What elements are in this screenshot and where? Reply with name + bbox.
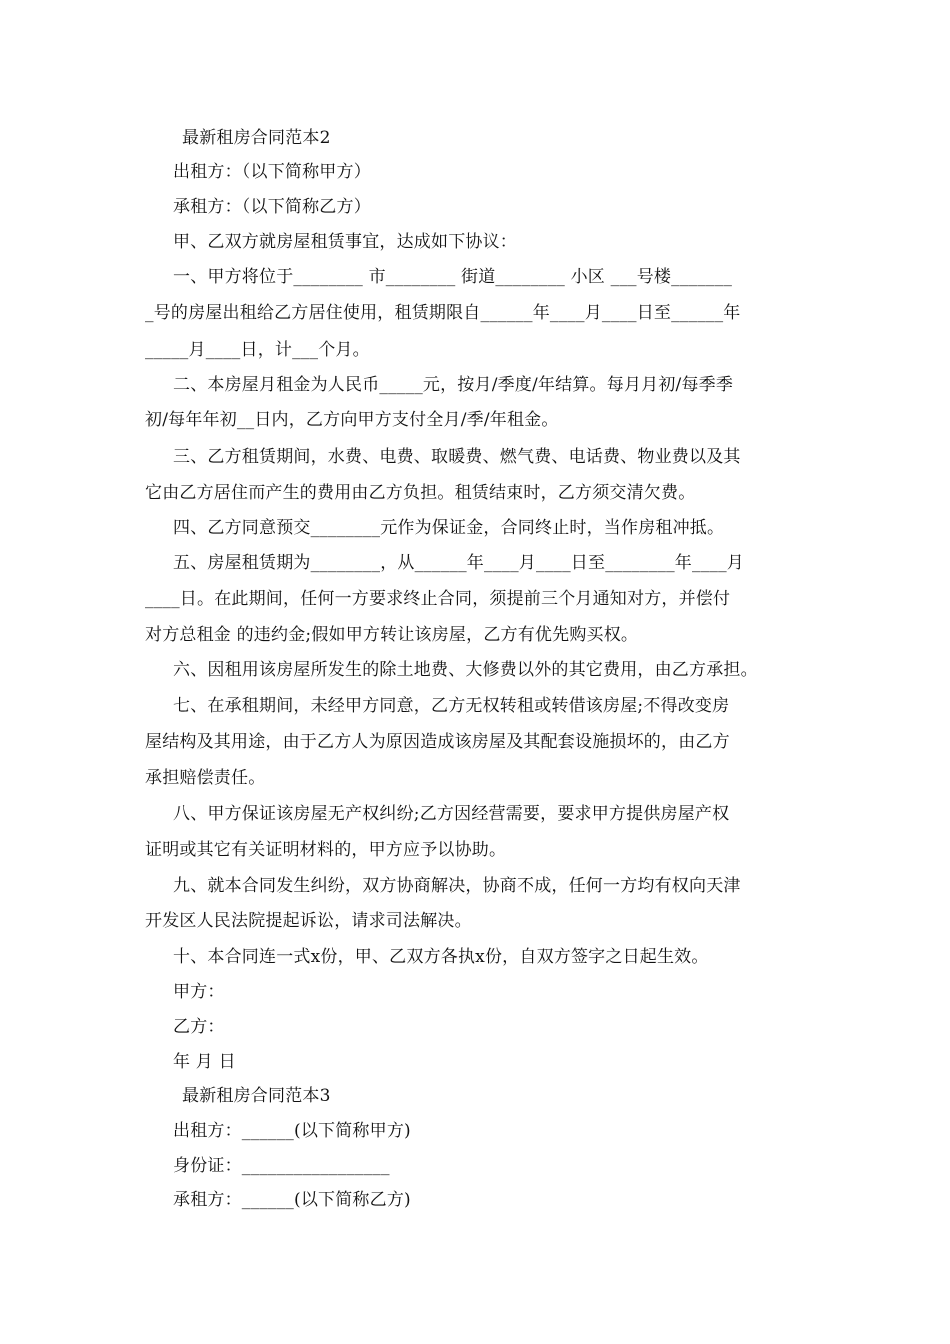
clause-2-line-2: 初/每年年初__日内，乙方向甲方支付全月/季/年租金。	[145, 410, 559, 430]
clause-7-line-1: 七、在承租期间，未经甲方同意，乙方无权转租或转借该房屋;不得改变房	[173, 696, 730, 716]
contract-2-title: 最新租房合同范本2	[182, 128, 331, 148]
clause-3-line-2: 它由乙方居住而产生的费用由乙方负担。租赁结束时，乙方须交清欠费。	[145, 483, 696, 503]
id-card-line: 身份证：_________________	[173, 1156, 390, 1176]
party-b-signature: 乙方：	[173, 1017, 225, 1037]
clause-10: 十、本合同连一式x份，甲、乙双方各执x份，自双方签字之日起生效。	[173, 947, 709, 967]
clause-7-line-2: 屋结构及其用途，由于乙方人为原因造成该房屋及其配套设施损坏的，由乙方	[145, 732, 730, 752]
clause-5-line-1: 五、房屋租赁期为________，从______年____月____日至________年____月	[173, 553, 744, 573]
clause-5-line-3: 对方总租金 的违约金;假如甲方转让该房屋，乙方有优先购买权。	[145, 625, 639, 645]
clause-5-line-2: ____日。在此期间，任何一方要求终止合同，须提前三个月通知对方，并偿付	[145, 589, 731, 609]
clause-7-line-3: 承担赔偿责任。	[145, 768, 266, 788]
clause-9-line-2: 开发区人民法院提起诉讼，请求司法解决。	[145, 911, 472, 931]
clause-9-line-1: 九、就本合同发生纠纷，双方协商解决，协商不成，任何一方均有权向天津	[173, 876, 741, 896]
lessee-line-3: 承租方：______(以下简称乙方)	[173, 1190, 411, 1210]
lessor-line-3: 出租方：______(以下简称甲方)	[173, 1121, 411, 1141]
clause-4: 四、乙方同意预交________元作为保证金，合同终止时，当作房租冲抵。	[173, 518, 725, 538]
clause-6: 六、因租用该房屋所发生的除土地费、大修费以外的其它费用，由乙方承担。	[173, 660, 758, 680]
clause-1-line-2: _号的房屋出租给乙方居住使用，租赁期限自______年____月____日至______年	[145, 303, 741, 323]
lessee-line: 承租方：（以下简称乙方）	[173, 197, 371, 217]
agreement-intro: 甲、乙双方就房屋租赁事宜，达成如下协议：	[173, 232, 517, 252]
clause-2-line-1: 二、本房屋月租金为人民币_____元，按月/季度/年结算。每月月初/每季季	[173, 375, 734, 395]
clause-8-line-1: 八、甲方保证该房屋无产权纠纷;乙方因经营需要，要求甲方提供房屋产权	[173, 804, 730, 824]
party-a-signature: 甲方：	[173, 982, 225, 1002]
signature-date: 年 月 日	[173, 1052, 236, 1072]
clause-1-line-3: _____月____日，计___个月。	[145, 340, 370, 360]
contract-3-title: 最新租房合同范本3	[182, 1086, 331, 1106]
lessor-line: 出租方：（以下简称甲方）	[173, 162, 371, 182]
clause-8-line-2: 证明或其它有关证明材料的，甲方应予以协助。	[145, 840, 507, 860]
clause-1-line-1: 一、甲方将位于________ 市________ 街道________ 小区 ___号楼_______	[173, 267, 733, 287]
clause-3-line-1: 三、乙方租赁期间，水费、电费、取暖费、燃气费、电话费、物业费以及其	[173, 447, 741, 467]
